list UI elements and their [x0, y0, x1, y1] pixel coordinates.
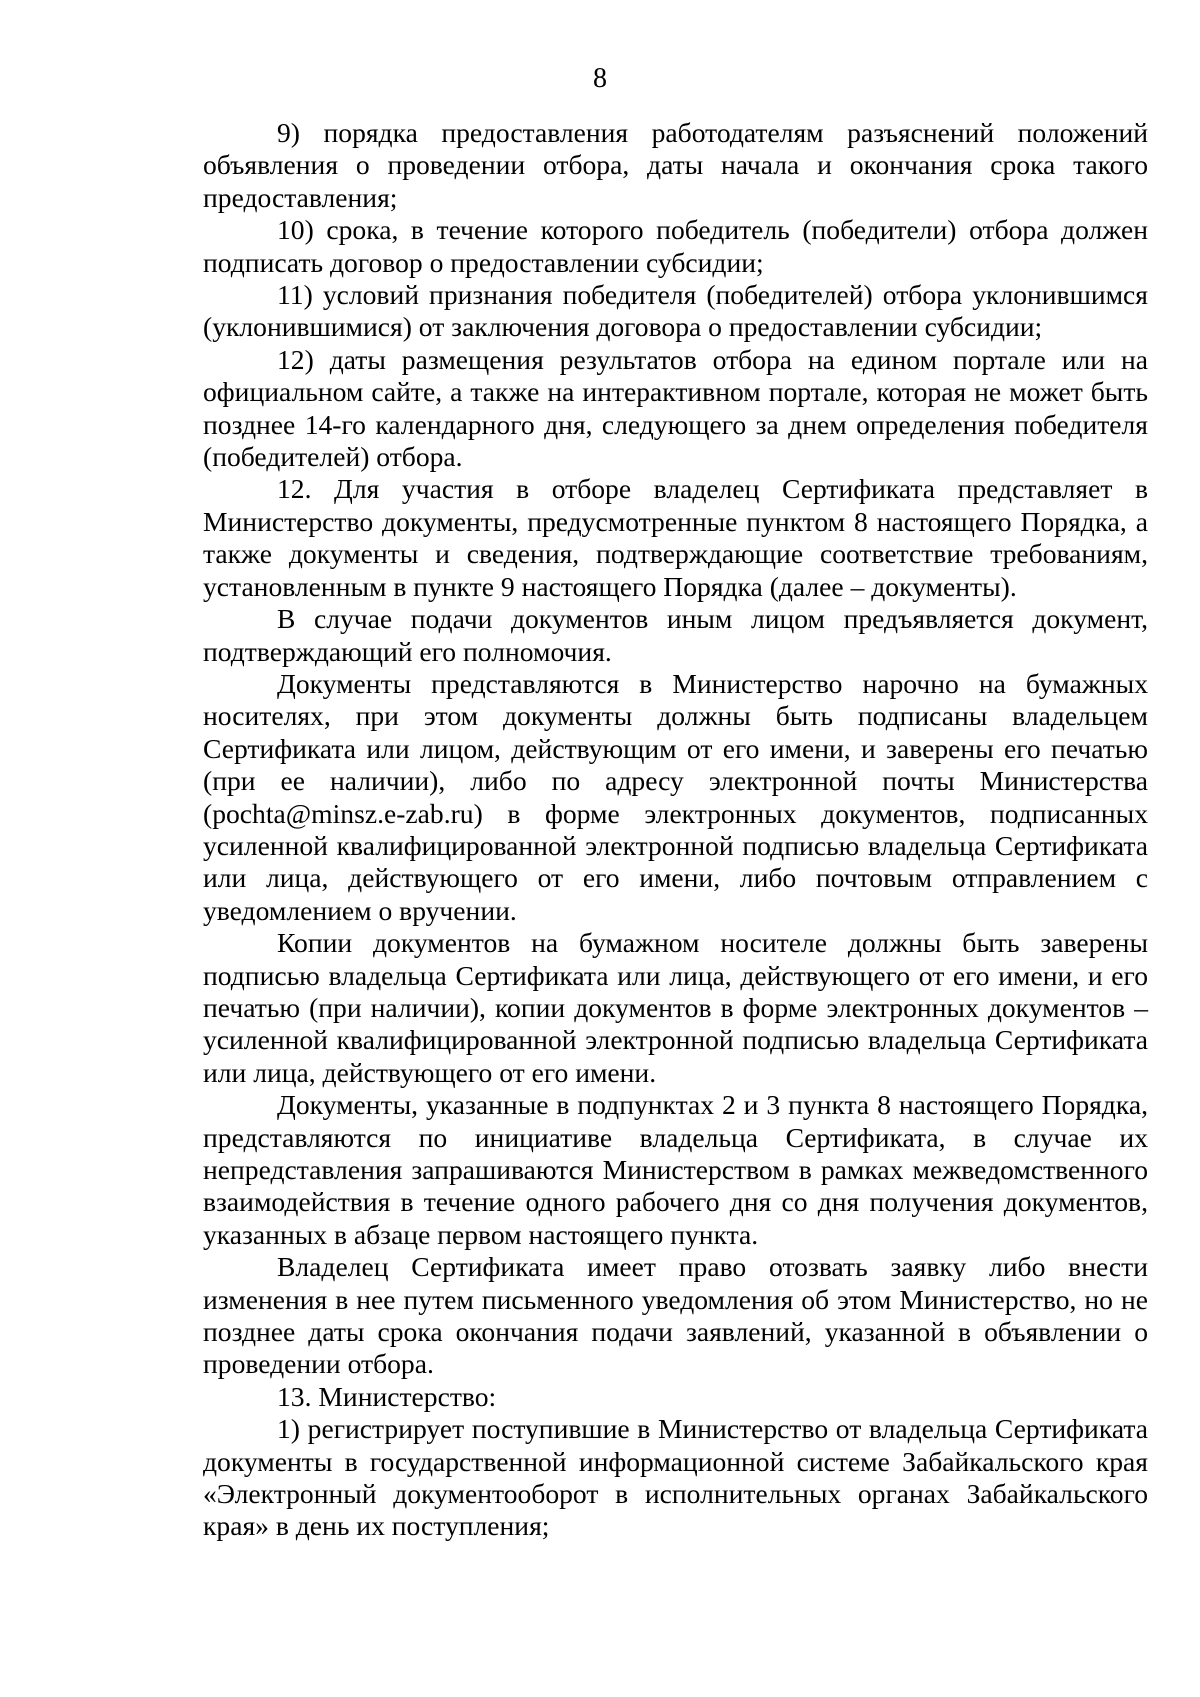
paragraph-representative: В случае подачи документов иным лицом предъявляется документ, подтверждающий его полномочия. [203, 603, 1148, 667]
paragraph-withdrawal: Владелец Сертификата имеет право отозвать заявку либо внести изменения в нее путем письменного уведомления об этом Министерство, но не позднее даты срока окончания подачи заявлений, указанной в объявлении о проведении отбора. [203, 1251, 1148, 1380]
document-body [203, 117, 1148, 1543]
paragraph-item-12: 12) даты размещения результатов отбора на едином портале или на официальном сайте, а также на интерактивном портале, которая не может быть позднее 14-го календарного дня, следующего за днем определения победителя (победителей) отбора. [203, 343, 1148, 473]
paragraph-section-12: 12. Для участия в отборе владелец Сертификата представляет в Министерство документы, предусмотренные пунктом 8 настоящего Порядка, а также документы и сведения, подтверждающие соответствие требованиям, установленным в пункте 9 настоящего Порядка (далее – документы). [203, 473, 1148, 602]
paragraph-section-13: 13. Министерство: [277, 1380, 497, 1412]
paragraph-interagency: Документы, указанные в подпунктах 2 и 3 пункта 8 настоящего Порядка, представляются по инициативе владельца Сертификата, в случае их непредставления запрашиваются Министерством в рамках межведомственного взаимодействия в течение одного рабочего дня со дня получения документов, указанных в абзаце первом настоящего пункта. [203, 1089, 1148, 1250]
paragraph-item-9: 9) порядка предоставления работодателям разъяснений положений объявления о проведении отбора, даты начала и окончания срока такого предоставления; [203, 117, 1148, 213]
paragraph-submission: Документы представляются в Министерство нарочно на бумажных носителях, при этом документы должны быть подписаны владельцем Сертификата или лицом, действующим от его имени, и заверены его печатью (при ее наличии), либо по адресу электронной почты Министерства (pochta@minsz.e-zab.ru) в форме электронных документов, подписанных усиленной квалифицированной электронной подписью владельца Сертификата или лица, действующего от его имени, либо почтовым отправлением с уведомлением о вручении. [203, 667, 1148, 926]
paragraph-item-11: 11) условий признания победителя (победителей) отбора уклонившимся (уклонившимися) от заключения договора о предоставлении субсидии; [203, 279, 1148, 343]
paragraph-item-1-registration: 1) регистрирует поступившие в Министерство от владельца Сертификата документы в государственной информационной системе Забайкальского края «Электронный документооборот в исполнительных органах Забайкальского края» в день их поступления; [203, 1413, 1148, 1542]
paragraph-copies: Копии документов на бумажном носителе должны быть заверены подписью владельца Сертификата или лица, действующего от его имени, и его печатью (при наличии), копии документов в форме электронных документов – усиленной квалифицированной электронной подписью владельца Сертификата или лица, действующего от его имени. [203, 927, 1148, 1088]
page-number: 8 [593, 63, 607, 94]
paragraph-item-10: 10) срока, в течение которого победитель (победители) отбора должен подписать договор о предоставлении субсидии; [203, 214, 1148, 278]
